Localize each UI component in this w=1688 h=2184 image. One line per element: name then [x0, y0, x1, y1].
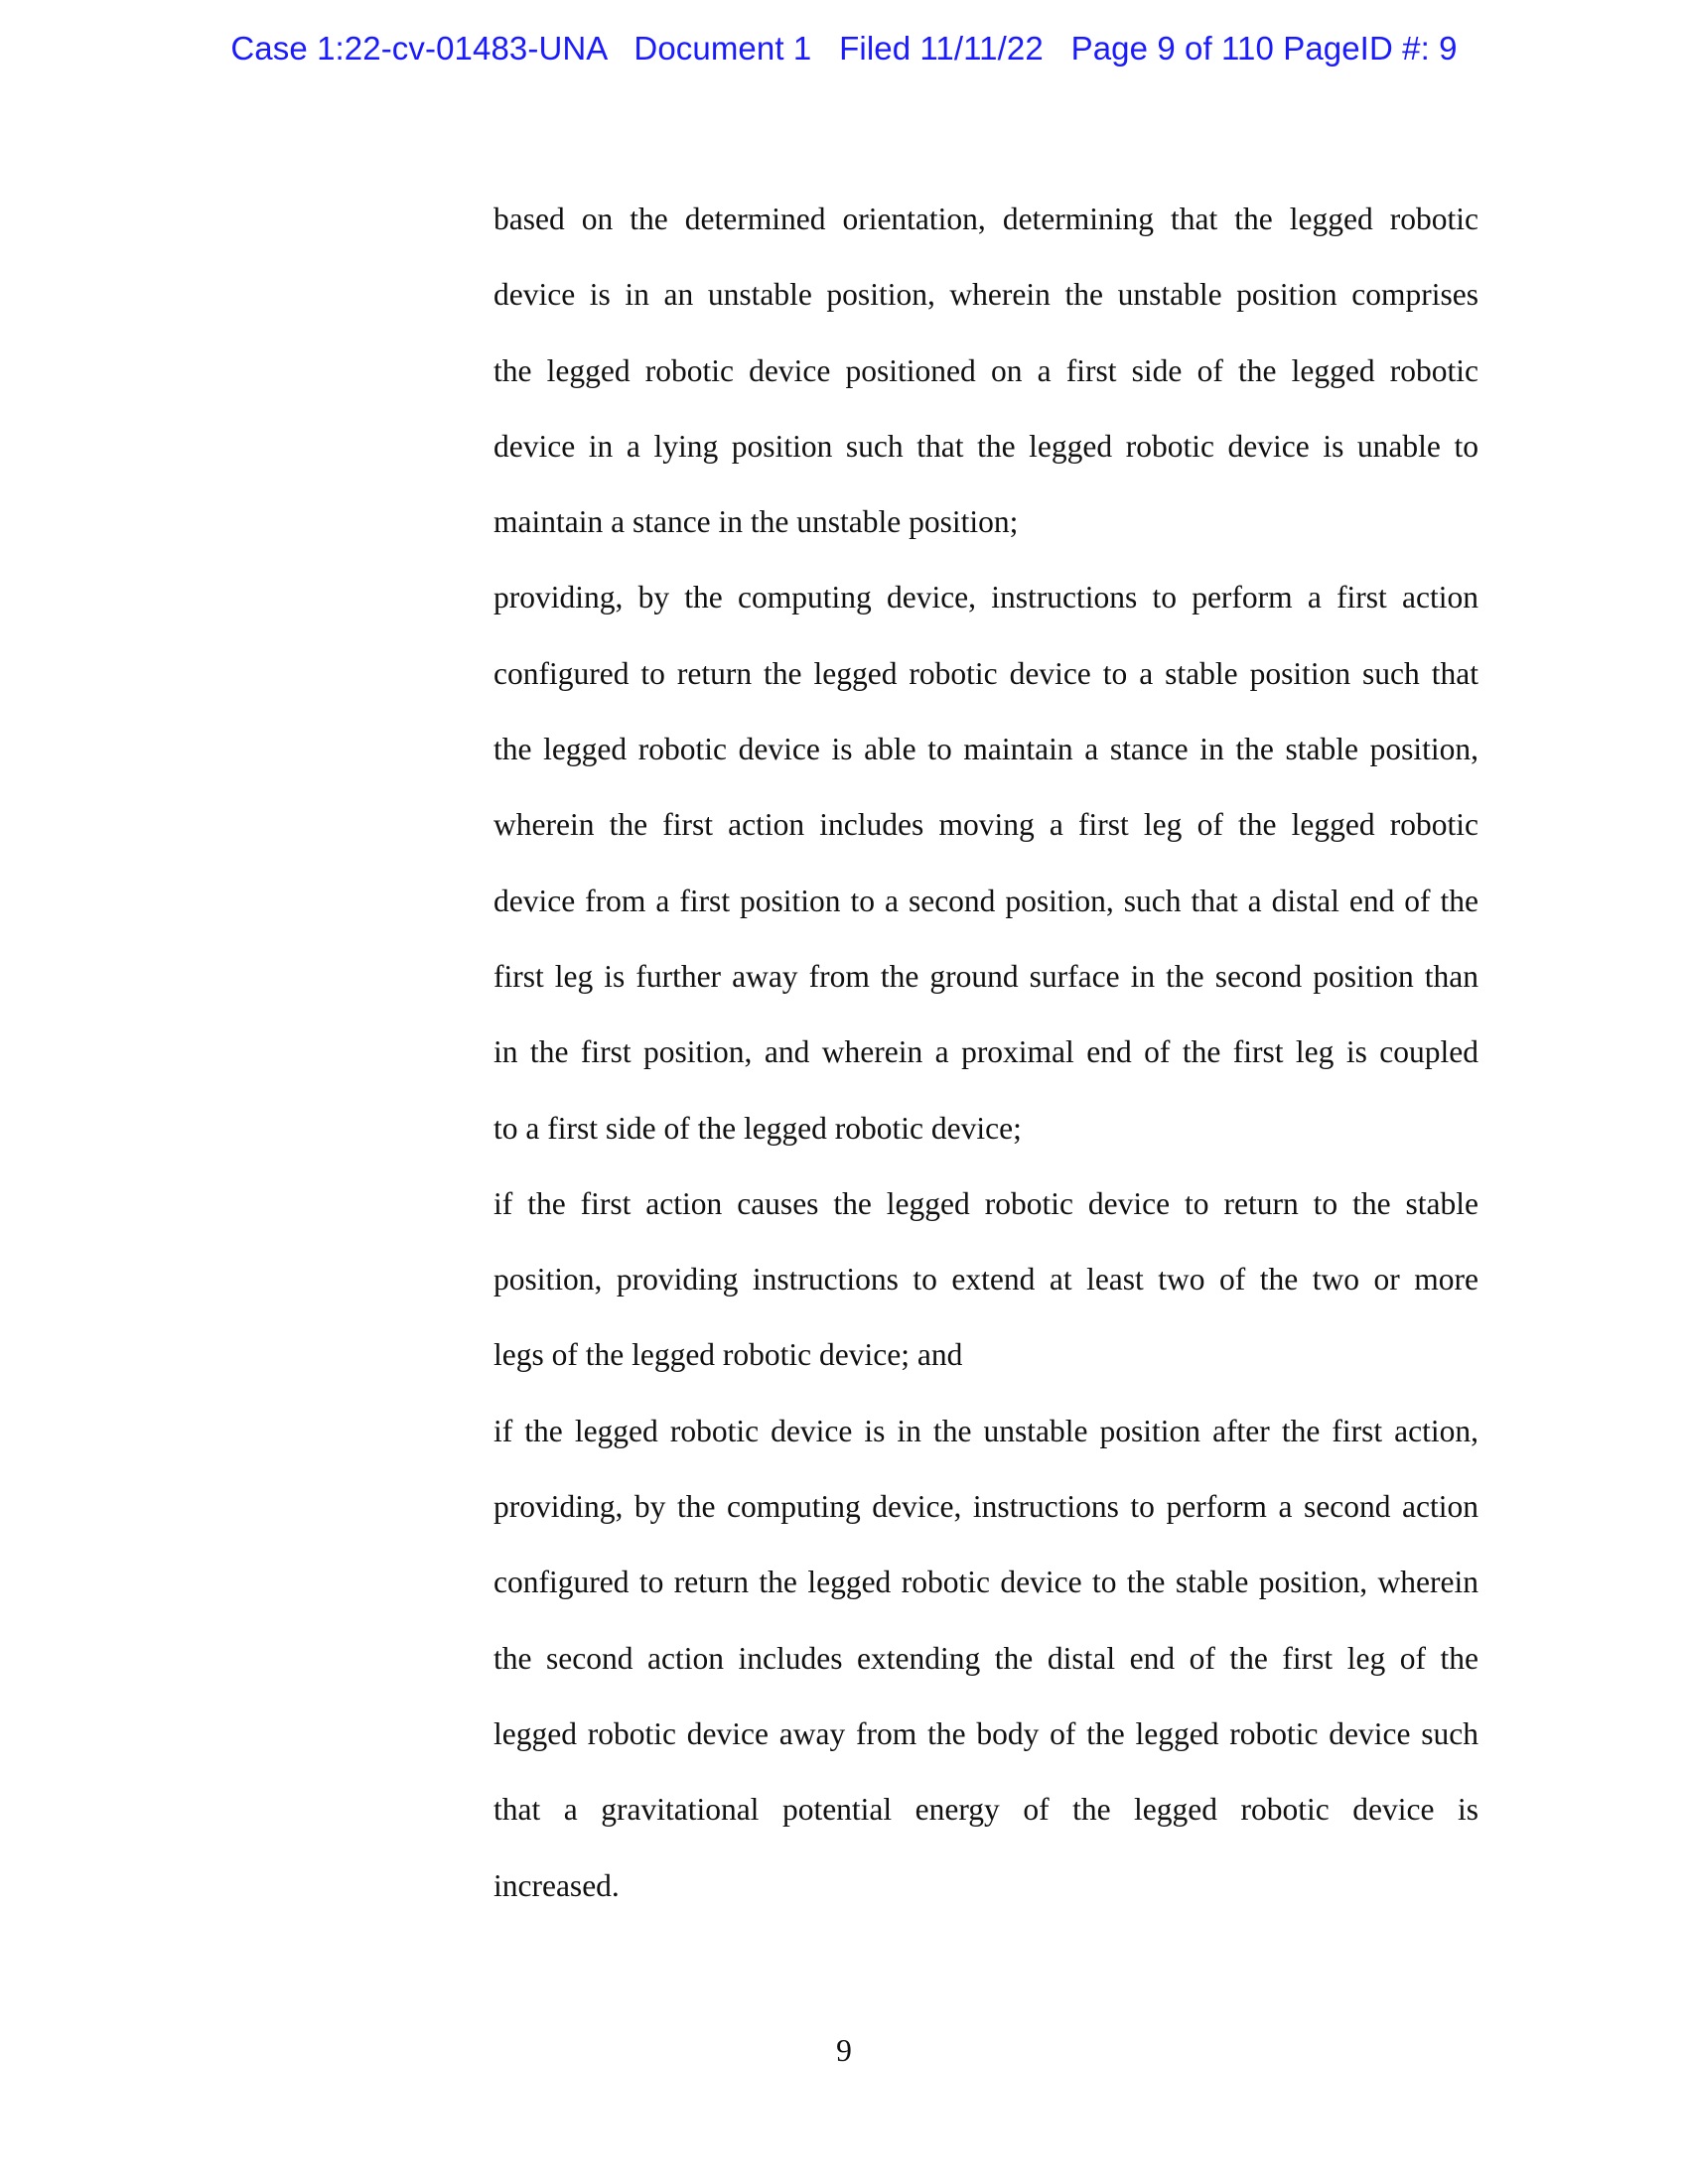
body-line: the legged robotic device is able to maintain a stance in the stable position,	[493, 732, 1478, 767]
body-line: device is in an unstable position, wherein the unstable position comprises	[493, 277, 1478, 313]
body-line: first leg is further away from the ground surface in the second position than	[493, 958, 1478, 994]
body-line: legged robotic device away from the body of the legged robotic device such	[493, 1715, 1478, 1751]
body-line: configured to return the legged robotic device to a stable position such that	[493, 655, 1478, 691]
body-line: in the first position, and wherein a proximal end of the first leg is coupled	[493, 1034, 1478, 1070]
body-line: if the first action causes the legged robotic device to return to the stable	[493, 1185, 1478, 1221]
body-line: based on the determined orientation, determining that the legged robotic	[493, 202, 1478, 236]
document-body	[493, 190, 1478, 1932]
body-line: the legged robotic device positioned on a first side of the legged robotic	[493, 352, 1478, 388]
body-line: increased.	[493, 1867, 620, 1903]
body-line: if the legged robotic device is in the unstable position after the first action,	[493, 1413, 1478, 1448]
body-line: maintain a stance in the unstable position;	[493, 504, 1019, 540]
body-line: legs of the legged robotic device; and	[493, 1337, 963, 1373]
body-line: position, providing instructions to extend at least two of the two or more	[493, 1262, 1478, 1297]
body-line: providing, by the computing device, instructions to perform a first action	[493, 580, 1478, 615]
body-line: the second action includes extending the distal end of the first leg of the	[493, 1640, 1478, 1676]
body-line: device from a first position to a second position, such that a distal end of the	[493, 883, 1478, 918]
body-line: to a first side of the legged robotic device;	[493, 1110, 1022, 1146]
body-line: wherein the first action includes moving a first leg of the legged robotic	[493, 807, 1478, 843]
page-number: 9	[836, 2033, 852, 2068]
body-line: that a gravitational potential energy of the legged robotic device is	[493, 1792, 1478, 1828]
body-line: device in a lying position such that the legged robotic device is unable to	[493, 428, 1478, 464]
case-header-stamp: Case 1:22-cv-01483-UNA Document 1 Filed 11/11/22 Page 9 of 110 PageID #: 9	[230, 30, 1458, 67]
body-line: configured to return the legged robotic device to the stable position, wherein	[493, 1565, 1478, 1600]
body-line: providing, by the computing device, instructions to perform a second action	[493, 1489, 1478, 1525]
